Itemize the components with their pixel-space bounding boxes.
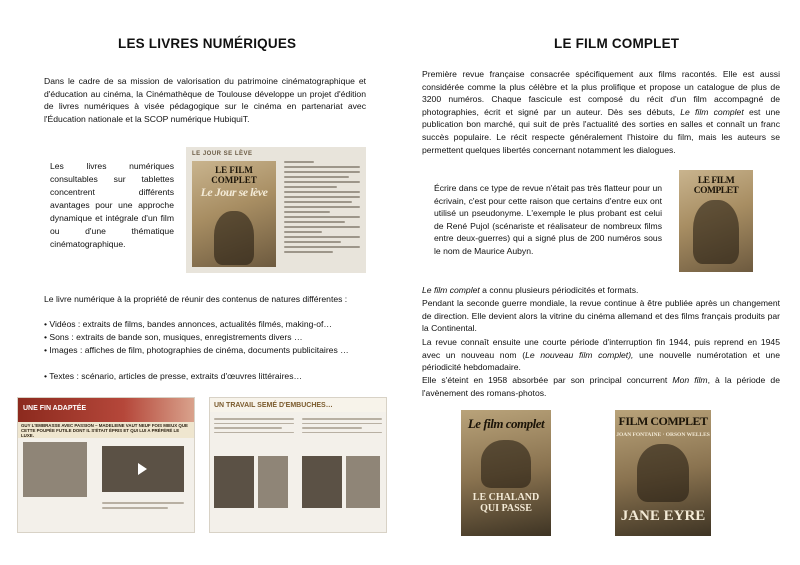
film-complet-cover-jane-eyre — [615, 410, 711, 536]
cover-title: Le Jour se lève — [200, 185, 268, 199]
feature-videos: • Vidéos : extraits de films, bandes annonces, actualités filmés, making-of… — [44, 319, 333, 329]
right-title: LE FILM COMPLET — [554, 36, 680, 51]
tablet-paragraph: Les livres numériques consultables sur tablettes concentrent différents avantages pour une approche dynamique et intégrale d'un film ou d'une thématique cinématographique. — [50, 161, 174, 249]
panel-caption-lines — [102, 502, 184, 512]
return-text-a: La revue connaît ensuite une courte période d'interruption fin 1944, puis reprend en 1945 avec un nouveau nom ( — [422, 337, 780, 360]
history-text-a: Première revue française consacrée spécifiquement aux films racontés. Elle est aussi considérée comme la plus célèbre et la plus prolifique et propose un catalogue de plus de 3200 numéros. Chaque fascicule est composé du récit d'un film accompagné de photographies, écrit et signé par un auteur. Dès ses débuts, — [422, 69, 780, 117]
film-cover-jour-se-leve — [192, 161, 276, 267]
war-paragraph: Pendant la seconde guerre mondiale, la revue continue à être publiée après un changement de direction. Elle devient alors la vitrine du cinéma allemand et des films français produits par la Continental. — [422, 298, 780, 334]
return-text-b: une nouvelle numérotation et une périodicité hebdomadaire. — [422, 349, 780, 373]
cover-3-title: JANE EYRE — [620, 508, 706, 524]
cover-1-portrait — [693, 200, 739, 264]
film-still-3 — [302, 456, 342, 508]
history-paragraph — [422, 68, 780, 156]
film-still-1 — [214, 456, 254, 508]
return-title-em: Le nouveau film complet), — [525, 349, 634, 360]
panel-two-text-col-1 — [214, 418, 294, 436]
features-intro: Le livre numérique à la propriété de réunir des contenus de natures différentes : — [44, 294, 348, 304]
history-text-b: est une publication bon marché, qui suit de près l'actualité des sorties en salles et connaît un franc succès populaire. Le récit respecte généralement l'histoire du film, mais les auteurs se permettent quelques libertés concernant notamment les dialogues. — [422, 106, 781, 155]
cover-2-portrait — [481, 440, 531, 488]
author-paragraph: Écrire dans ce type de revue n'était pas très flatteur pour un écrivain, c'est pour cette raison que certains d'entre eux ont utilisé un pseudonyme. L'exemple le plus probant est celui de René Pujol (scénariste et réalisateur de nombreux films entre deux-guerres) qui a signé plus de 200 numéros sous le nom de Maurice Aubyn. — [434, 183, 662, 256]
end-text-b: , à la période de l'avènement des romans-photos. — [422, 375, 780, 398]
panel-two-text-col-2 — [302, 418, 382, 436]
sample-page-header: LE JOUR SE LÈVE — [192, 151, 253, 157]
feature-sons: • Sons : extraits de bande son, musiques, enregistrements divers … — [44, 332, 303, 342]
cover-1-brand: LE FILM COMPLET — [693, 176, 739, 196]
film-still-2 — [258, 456, 288, 508]
play-icon[interactable] — [138, 463, 147, 475]
cover-3-brand: FILM COMPLET — [618, 414, 708, 428]
panel-two-banner-title: UN TRAVAIL SEMÉ D'EMBUCHES… — [214, 402, 333, 409]
formats-title-em: Le film complet — [422, 285, 480, 295]
film-still-4 — [346, 456, 380, 508]
film-complet-cover-1 — [679, 170, 753, 272]
video-player[interactable] — [102, 446, 184, 492]
intro-paragraph: Dans le cadre de sa mission de valorisation du patrimoine cinématographique et d'éducation au cinéma, la Cinémathèque de Toulouse développe un projet d'édition de livres numériques à visée pédagogique sur le cinéma en partenariat avec l'Éducation nationale et la SCOP numérique HubiquiT. — [44, 76, 366, 124]
formats-paragraph — [422, 284, 780, 297]
cover-2-brand: Le film complet — [467, 416, 545, 431]
comic-strip-image — [23, 442, 87, 497]
return-paragraph — [422, 336, 780, 374]
feature-images: • Images : affiches de film, photographies de cinéma, documents publicitaires … — [44, 345, 349, 355]
ebook-panel-fin-adaptee — [17, 397, 195, 533]
end-paragraph — [422, 374, 780, 399]
end-text-a: Elle s'éteint en 1958 absorbée par son principal concurrent — [422, 375, 673, 385]
panel-banner-title: UNE FIN ADAPTÉE — [23, 405, 87, 412]
cover-2-title: LE CHALAND QUI PASSE — [472, 492, 540, 514]
formats-text: a connu plusieurs périodicités et formats. — [479, 285, 639, 295]
panel-quote: GUY L'EMBRASSE AVEC PASSION – MADELEINE VAUT NEUF FOIS MIEUX QUE CETTE POUPÉE FUTILE DONT IL S'ÉTAIT ÉPRIS ET QUI LUI A PRÉFÉRÉ LE LUXE. — [18, 422, 194, 438]
sample-page-text-lines — [284, 161, 360, 256]
cover-portrait — [214, 211, 254, 265]
cover-brand: LE FILM COMPLET — [211, 165, 257, 185]
history-title-em: Le film complet — [680, 106, 744, 117]
cover-3-portrait — [637, 444, 689, 502]
end-title-em: Mon film — [672, 375, 708, 385]
left-title: LES LIVRES NUMÉRIQUES — [118, 36, 297, 51]
cover-3-actors: JOAN FONTAINE · ORSON WELLES — [616, 432, 710, 438]
feature-textes: • Textes : scénario, articles de presse, extraits d'œuvres littéraires… — [44, 371, 303, 381]
ebook-panel-travail — [209, 397, 387, 533]
film-complet-cover-chaland — [461, 410, 551, 536]
sample-ebook-page — [186, 147, 366, 273]
